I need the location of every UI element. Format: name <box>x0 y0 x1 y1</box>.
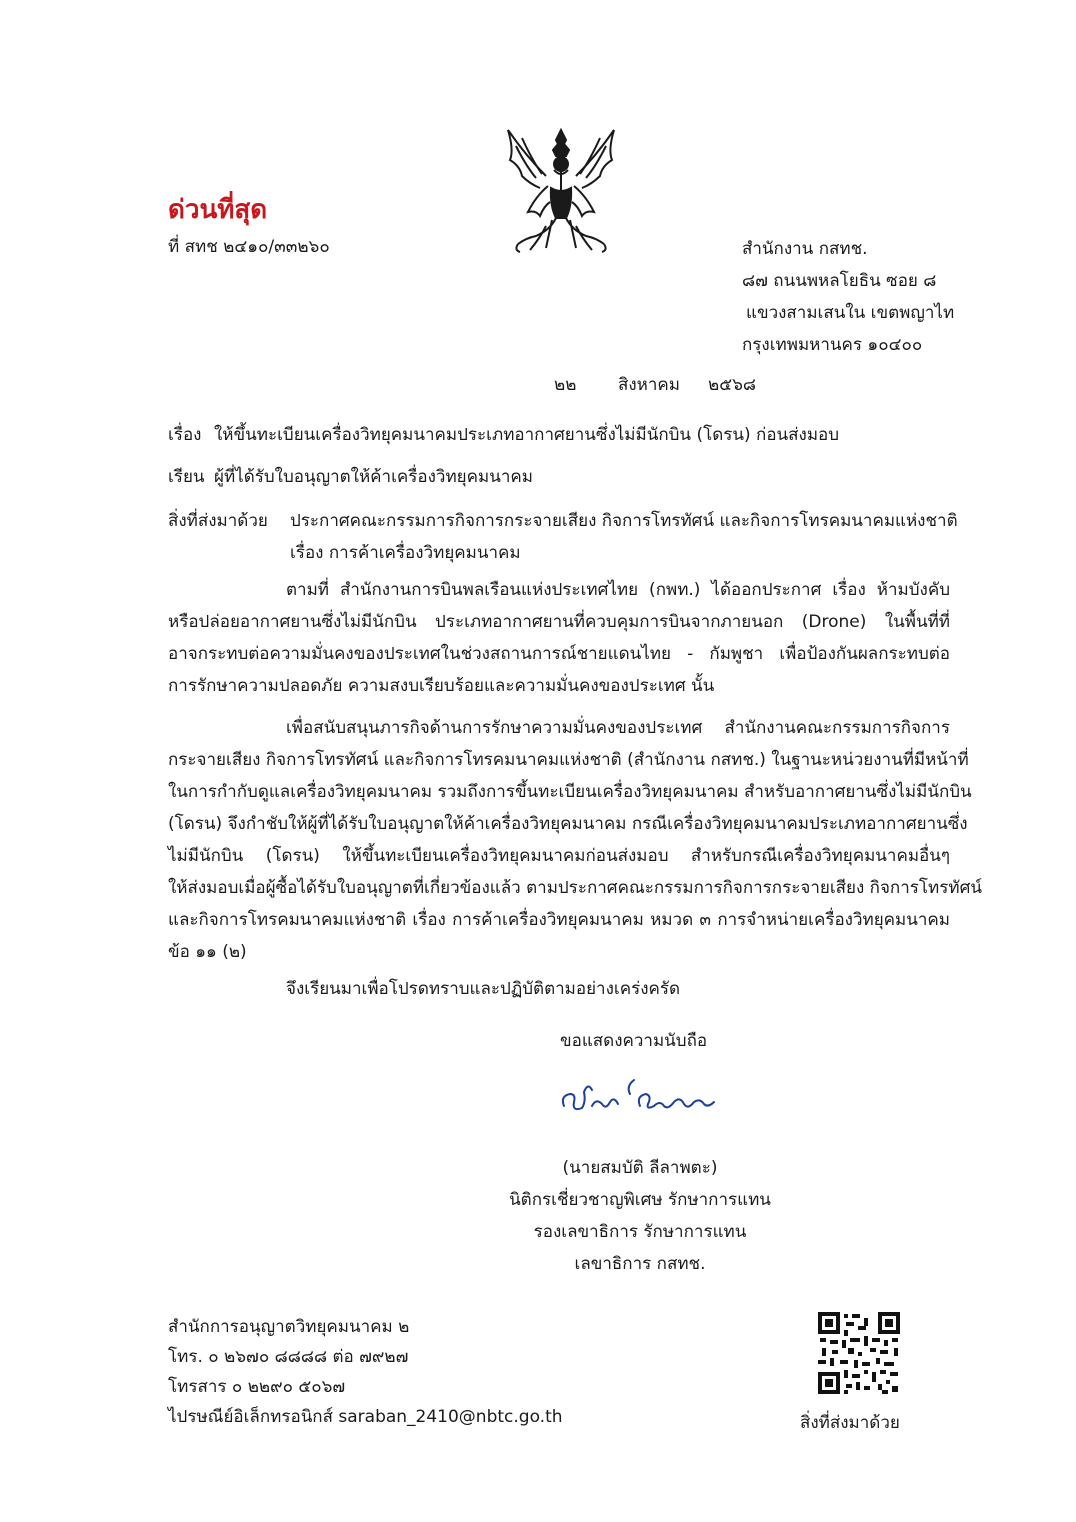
garuda-emblem-icon <box>496 126 626 256</box>
closing-regards: ขอแสดงความนับถือ <box>560 1031 708 1051</box>
urgency-label: ด่วนที่สุด <box>168 195 268 225</box>
paragraph-line: (โดรน) จึงกำชับให้ผู้ที่ได้รับใบอนุญาตให้ค้าเครื่องวิทยุคมนาคม กรณีเครื่องวิทยุคมนาคมประเภทอากาศยานซึ่ง <box>168 814 968 834</box>
subject-text: ให้ขึ้นทะเบียนเครื่องวิทยุคมนาคมประเภทอากาศยานซึ่งไม่มีนักบิน (โดรน) ก่อนส่งมอบ <box>214 425 840 445</box>
footer-phone: โทร. ๐ ๒๖๗๐ ๘๘๘๘ ต่อ ๗๙๒๗ <box>168 1347 409 1367</box>
paragraph-line: ให้ส่งมอบเมื่อผู้ซื้อได้รับใบอนุญาตที่เกี่ยวข้องแล้ว ตามประกาศคณะกรรมการกิจการกระจายเสียง กิจการโทรทัศน์ <box>168 878 982 898</box>
body-paragraph-3: จึงเรียนมาเพื่อโปรดทราบและปฏิบัติตามอย่างเคร่งครัด <box>286 979 681 999</box>
signatory-title: เลขาธิการ กสทช. <box>574 1254 706 1274</box>
signatory-name: (นายสมบัติ ลีลาพตะ) <box>562 1158 718 1178</box>
qr-code-icon[interactable] <box>818 1312 900 1394</box>
footer-email: ไปรษณีย์อิเล็กทรอนิกส์ saraban_2410@nbtc.go.th <box>168 1407 563 1427</box>
handwritten-signature <box>556 1072 736 1122</box>
body-paragraph-2 <box>168 712 982 968</box>
sender-address-line: แขวงสามเสนใน เขตพญาไท <box>746 303 955 323</box>
signatory-title: นิติกรเชี่ยวชาญพิเศษ รักษาการแทน <box>509 1190 771 1210</box>
reference-number: ที่ สทช ๒๔๑๐/๓๓๒๖๐ <box>168 237 330 257</box>
date-month: สิงหาคม <box>618 375 681 395</box>
sender-address-line: กรุงเทพมหานคร ๑๐๔๐๐ <box>742 335 923 355</box>
enclosure-label: สิ่งที่ส่งมาด้วย <box>168 511 268 531</box>
paragraph-line: อาจกระทบต่อความมั่นคงของประเทศในช่วงสถานการณ์ชายแดนไทย - กัมพูชา เพื่อป้องกันผลกระทบต่อ <box>168 644 950 664</box>
paragraph-line: และกิจการโทรคมนาคมแห่งชาติ เรื่อง การค้าเครื่องวิทยุคมนาคม หมวด ๓ การจำหน่ายเครื่องวิทยุคมนาคม <box>168 910 950 930</box>
paragraph-line: ในการกำกับดูแลเครื่องวิทยุคมนาคม รวมถึงการขึ้นทะเบียนเครื่องวิทยุคมนาคม สำหรับอากาศยานซึ่งไม่มีนักบิน <box>168 782 972 802</box>
subject-label: เรื่อง <box>168 425 202 445</box>
paragraph-line: ข้อ ๑๑ (๒) <box>168 942 247 962</box>
footer-fax: โทรสาร ๐ ๒๒๙๐ ๕๐๖๗ <box>168 1377 346 1397</box>
sender-address-line: สำนักงาน กสทช. <box>742 239 868 259</box>
signatory-block <box>480 1152 800 1280</box>
footer-contact <box>168 1312 563 1432</box>
enclosure-line-1: ประกาศคณะกรรมการกิจการกระจายเสียง กิจการโทรทัศน์ และกิจการโทรคมนาคมแห่งชาติ <box>290 511 958 531</box>
recipient-text: ผู้ที่ได้รับใบอนุญาตให้ค้าเครื่องวิทยุคมนาคม <box>214 467 533 487</box>
paragraph-line: ไม่มีนักบิน (โดรน) ให้ขึ้นทะเบียนเครื่องวิทยุคมนาคมก่อนส่งมอบ สำหรับกรณีเครื่องวิทยุคมนาคมอื่นๆ <box>168 846 950 866</box>
paragraph-line: หรือปล่อยอากาศยานซึ่งไม่มีนักบิน ประเภทอากาศยานที่ควบคุมการบินจากภายนอก (Drone) ในพื้นที่ที่ <box>168 612 950 632</box>
sender-address-line: ๘๗ ถนนพหลโยธิน ซอย ๘ <box>742 271 937 291</box>
footer-office: สำนักการอนุญาตวิทยุคมนาคม ๒ <box>168 1317 410 1337</box>
date-year: ๒๕๖๘ <box>708 375 756 395</box>
date-day: ๒๒ <box>554 375 577 395</box>
body-paragraph-1 <box>168 574 950 702</box>
paragraph-line: กระจายเสียง กิจการโทรทัศน์ และกิจการโทรคมนาคมแห่งชาติ (สำนักงาน กสทช.) ในฐานะหน่วยงานที่มีหน้าที่ <box>168 750 969 770</box>
recipient-label: เรียน <box>168 467 205 487</box>
enclosure-line-2: เรื่อง การค้าเครื่องวิทยุคมนาคม <box>290 543 521 563</box>
signatory-title: รองเลขาธิการ รักษาการแทน <box>533 1222 747 1242</box>
qr-caption: สิ่งที่ส่งมาด้วย <box>800 1413 900 1433</box>
paragraph-line: ตามที่ สำนักงานการบินพลเรือนแห่งประเทศไทย (กพท.) ได้ออกประกาศ เรื่อง ห้ามบังคับ <box>286 580 950 600</box>
paragraph-line: เพื่อสนับสนุนภารกิจด้านการรักษาความมั่นคงของประเทศ สำนักงานคณะกรรมการกิจการ <box>286 718 950 738</box>
paragraph-line: การรักษาความปลอดภัย ความสงบเรียบร้อยและความมั่นคงของประเทศ นั้น <box>168 676 715 696</box>
